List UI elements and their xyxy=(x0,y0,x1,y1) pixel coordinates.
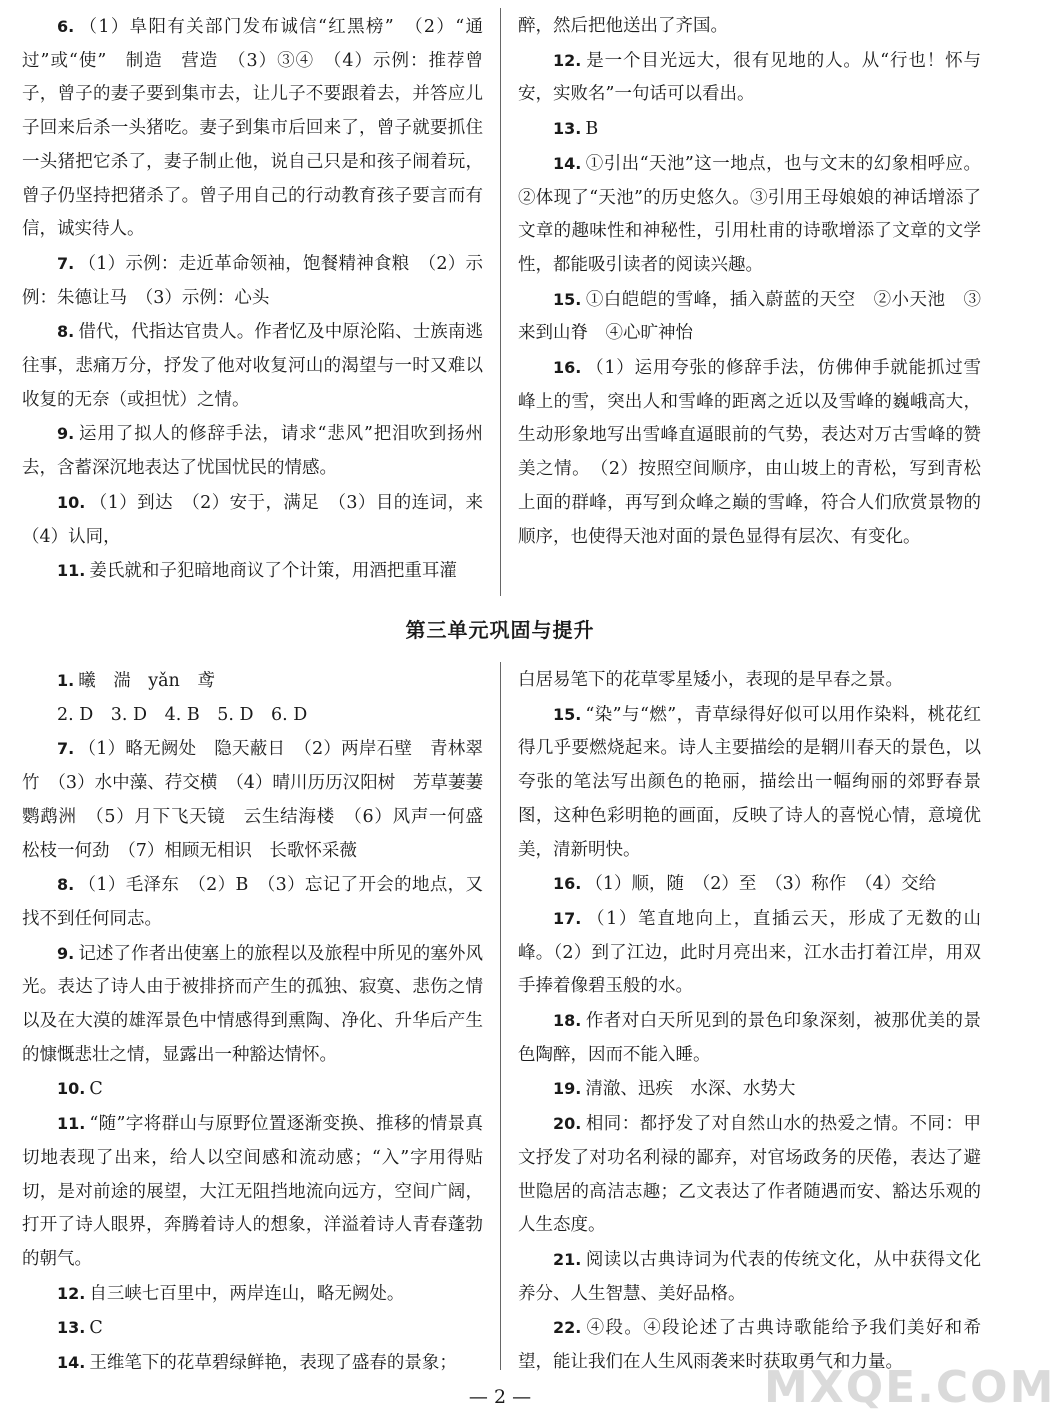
answer-text: （1）到达 （2）安于，满足 （3）目的连词，来（4）认同， xyxy=(22,492,483,547)
answer-item xyxy=(22,664,483,699)
answer-number: 8. xyxy=(57,875,75,895)
answer-number: 10. xyxy=(57,1079,86,1099)
answer-item xyxy=(22,699,483,733)
answer-item xyxy=(22,1277,483,1312)
answer-text: 自三峡七百里中，两岸连山，略无阙处。 xyxy=(89,1283,405,1304)
answer-number: 7. xyxy=(57,739,75,759)
answer-text: “随”字将群山与原野位置逐渐变换、推移的情景真切地表现了出来，给人以空间感和流动感；“入”字用得贴切，是对前途的展望，大江无阻挡地流向远方，空间广阔，打开了诗人眼界，奔腾着诗人的想象，洋溢着诗人青春蓬勃的朝气。 xyxy=(22,1114,483,1269)
answer-item xyxy=(22,1107,483,1277)
answer-item xyxy=(22,1346,483,1381)
answer-number: 18. xyxy=(553,1011,582,1031)
answer-item xyxy=(22,315,483,417)
answer-item xyxy=(518,351,981,554)
answer-number: 19. xyxy=(553,1079,582,1099)
section-title: 第三单元巩固与提升 xyxy=(405,618,595,642)
answer-text: （1）运用夸张的修辞手法，仿佛伸手就能抓过雪峰上的雪，突出人和雪峰的距离之近以及雪峰的巍峨高大，生动形象地写出雪峰直逼眼前的气势，表达对万古雪峰的赞美之情。 （2）按照空间顺序，由山坡上的青松，写到青松上面的群峰，再写到众峰之巅的雪峰，符合人们欣赏景物的顺序，也使得天池对面的景色显得有层次、有变化。 xyxy=(518,358,981,547)
answer-text: （1）略无阙处 隐天蔽日 （2）两岸石壁 青林翠竹 （3）水中藻、荇交横 （4）晴川历历汉阳树 芳草萋萋鹦鹉洲 （5）月下飞天镜 云生结海楼 （6）风声一何盛 松枝一何劲 （7）相顾无相识 长歌怀采薇 xyxy=(22,739,501,861)
column-divider-bottom xyxy=(500,662,501,1370)
answer-text: （1）毛泽东 （2）B （3）忘记了开会的地点，又找不到任何同志。 xyxy=(22,875,483,929)
answer-number: 11. xyxy=(57,561,86,581)
answer-item xyxy=(518,283,981,351)
answer-text: 姜氏就和子犯暗地商议了个计策，用酒把重耳灌 xyxy=(89,561,457,582)
answer-item xyxy=(518,1004,981,1072)
answer-item xyxy=(22,1311,483,1346)
answer-number: 13. xyxy=(57,1318,86,1338)
bottom-left-column xyxy=(22,664,501,1381)
top-right-column xyxy=(518,10,981,554)
answer-item xyxy=(518,664,981,698)
answer-number: 9. xyxy=(57,424,75,444)
answer-number: 6. xyxy=(57,17,75,36)
answer-text: 是一个目光远大，很有见地的人。从“行也！怀与安，实败名”一句话可以看出。 xyxy=(518,50,981,105)
answer-number: 9. xyxy=(57,943,75,963)
answer-item xyxy=(518,112,981,147)
answer-text: 醉，然后把他送出了齐国。 xyxy=(518,16,728,36)
answer-item xyxy=(518,1107,981,1243)
answer-item xyxy=(518,10,981,44)
answer-number: 22. xyxy=(553,1318,582,1338)
answer-text: 清澈、迅疾 水深、水势大 xyxy=(585,1079,796,1100)
answer-text: 白居易笔下的花草零星矮小，表现的是早春之景。 xyxy=(518,670,903,690)
answer-text: （1）顺，随 （2）至 （3）称作 （4）交给 xyxy=(585,874,937,895)
answer-number: 10. xyxy=(57,492,86,512)
answer-text: 运用了拟人的修辞手法，请求“悲风”把泪吹到扬州去，含蓄深沉地表达了忧国忧民的情感。 xyxy=(22,424,483,479)
top-left-column xyxy=(22,10,483,589)
answer-item xyxy=(518,902,981,1004)
answer-text: 曦 湍 yǎn 鸢 xyxy=(78,671,215,691)
answer-number: 16. xyxy=(553,358,582,378)
answer-text: ①引出“天池”这一地点，也与文末的幻象相呼应。②体现了“天池”的历史悠久。③引用王母娘娘的神话增添了文章的趣味性和神秘性，引用杜甫的诗歌增添了文章的文学性，都能吸引读者的阅读兴趣。 xyxy=(518,153,981,275)
answer-text: 2. D 3. D 4. B 5. D 6. D xyxy=(57,704,308,725)
column-divider-top xyxy=(500,8,501,596)
answer-number: 16. xyxy=(553,874,582,894)
answer-item xyxy=(22,417,483,485)
answer-number: 15. xyxy=(553,289,582,309)
answer-text: “染”与“燃”，青草绿得好似可以用作染料，桃花红得几乎要燃烧起来。诗人主要描绘的是辋川春天的景色，以夸张的笔法写出颜色的艳丽，描绘出一幅绚丽的郊野春景图，这种色彩明艳的画面，反映了诗人的喜悦心情，意境优美，清新明快。 xyxy=(518,704,981,860)
answer-number: 14. xyxy=(57,1353,86,1373)
answer-number: 8. xyxy=(57,322,75,342)
answer-text: 阅读以古典诗词为代表的传统文化，从中获得文化养分、人生智慧、美好品格。 xyxy=(518,1249,981,1304)
answer-number: 11. xyxy=(57,1114,86,1134)
answer-number: 13. xyxy=(553,119,582,139)
answer-number: 21. xyxy=(553,1249,582,1269)
answer-text: ④段。④段论述了古典诗歌能给予我们美好和希望，能让我们在人生风雨袭来时获取勇气和力量。 xyxy=(518,1318,981,1373)
answer-text: ①白皑皑的雪峰，插入蔚蓝的天空 ②小天池 ③来到山脊 ④心旷神怡 xyxy=(518,289,981,344)
answer-item xyxy=(22,247,483,315)
bottom-right-column xyxy=(518,664,981,1380)
answer-text: 相同：都抒发了对自然山水的热爱之情。不同：甲文抒发了对功名利禄的鄙弃，对官场政务的厌倦，表达了避世隐居的高洁志趣；乙文表达了作者随遇而安、豁达乐观的人生态度。 xyxy=(518,1114,981,1236)
answer-number: 7. xyxy=(57,253,75,273)
answer-number: 14. xyxy=(553,153,582,173)
watermark: MXQE.COM xyxy=(764,1362,1055,1413)
page-number: — 2 — xyxy=(468,1386,532,1408)
answer-number: 1. xyxy=(57,671,75,690)
answer-item xyxy=(22,1072,483,1107)
answer-text: 王维笔下的花草碧绿鲜艳，表现了盛春的景象； xyxy=(89,1353,457,1374)
answer-item xyxy=(518,1072,981,1107)
answer-item xyxy=(22,868,483,936)
answer-number: 12. xyxy=(553,50,582,70)
answer-item xyxy=(22,732,501,868)
answer-item xyxy=(22,937,483,1073)
answer-text: C xyxy=(89,1318,103,1339)
answer-item xyxy=(22,10,483,247)
answer-number: 12. xyxy=(57,1283,86,1303)
answer-item xyxy=(518,867,981,902)
answer-text: （1）示例：走近革命领袖，饱餐精神食粮 （2）示例：朱德让马 （3）示例：心头 xyxy=(22,253,483,308)
answer-item xyxy=(22,486,483,554)
answer-number: 15. xyxy=(553,704,582,724)
answer-text: （1）笔直地向上，直插云天，形成了无数的山峰。（2）到了江边，此时月亮出来，江水击打着江岸，用双手捧着像碧玉般的水。 xyxy=(518,908,981,997)
answer-text: 借代，代指达官贵人。作者忆及中原沦陷、士族南逃往事，悲痛万分，抒发了他对收复河山的渴望与一时又难以收复的无奈（或担忧）之情。 xyxy=(22,322,483,410)
answer-item xyxy=(518,1243,981,1311)
answer-number: 17. xyxy=(553,908,582,928)
answer-text: 记述了作者出使塞上的旅程以及旅程中所见的塞外风光。表达了诗人由于被排挤而产生的孤独、寂寞、悲伤之情以及在大漠的雄浑景色中情感得到熏陶、净化、升华后产生的慷慨悲壮之情，显露出一种豁达情怀。 xyxy=(22,943,483,1065)
answer-item xyxy=(22,554,483,589)
answer-text: C xyxy=(89,1079,103,1100)
answer-text: （1）阜阳有关部门发布诚信“红黑榜” （2）“通过”或“使” 制造 营造 （3）③④ （4）示例：推荐曾子，曾子的妻子要到集市去，让儿子不要跟着去，并答应儿子回来后杀一头猪吃。妻子到集市后回来了，曾子就要抓住一头猪把它杀了，妻子制止他，说自己只是和孩子闹着玩，曾子仍坚持把猪杀了。曾子用自己的行动教育孩子要言而有信，诚实待人。 xyxy=(22,17,483,240)
answer-item xyxy=(518,147,981,283)
answer-item xyxy=(518,698,981,868)
answer-number: 20. xyxy=(553,1114,582,1134)
answer-text: 作者对白天所见到的景色印象深刻，被那优美的景色陶醉，因而不能入睡。 xyxy=(518,1011,981,1065)
answer-text: B xyxy=(585,119,599,140)
answer-item xyxy=(518,44,981,112)
